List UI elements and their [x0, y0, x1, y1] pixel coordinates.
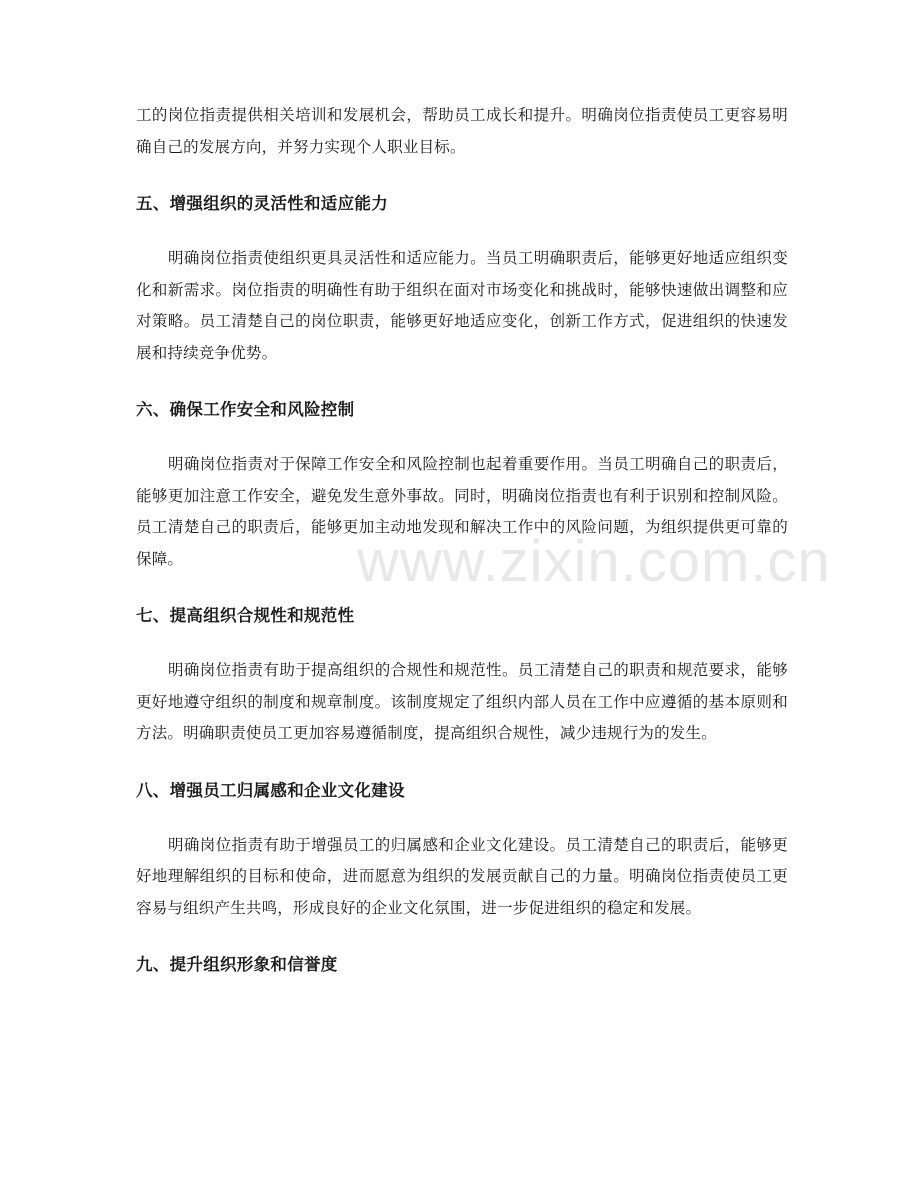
section-heading-6: 六、确保工作安全和风险控制 — [136, 400, 355, 419]
section-heading-8: 八、增强员工归属感和企业文化建设 — [136, 780, 405, 800]
paragraph: 明确岗位指责有助于提高组织的合规性和规范性。员工清楚自己的职责和规范要求，能够更好地遵守组织的制度和规章制度。该制度规定了组织内部人员在工作中应遵循的基本原则和方法。明确职责使员工更加容易遵循制度，提高组织合规性，减少违规行为的发生。 — [136, 661, 788, 742]
document-body — [136, 100, 788, 978]
paragraph: 明确岗位指责使组织更具灵活性和适应能力。当员工明确职责后，能够更好地适应组织变化和新需求。岗位指责的明确性有助于组织在面对市场变化和挑战时，能够快速做出调整和应对策略。员工清楚自己的岗位职责，能够更好地适应变化，创新工作方式，促进组织的快速发展和持续竞争优势。 — [136, 249, 788, 362]
section-heading-9: 九、提升组织形象和信誉度 — [136, 955, 338, 974]
watermark-text: www.zixin.com.cn — [357, 529, 831, 594]
section-heading-7: 七、提高组织合规性和规范性 — [136, 606, 355, 625]
paragraph: 工的岗位指责提供相关培训和发展机会，帮助员工成长和提升。明确岗位指责使员工更容易明确自己的发展方向，并努力实现个人职业目标。 — [136, 106, 788, 156]
paragraph: 明确岗位指责有助于增强员工的归属感和企业文化建设。员工清楚自己的职责后，能够更好地理解组织的目标和使命，进而愿意为组织的发展贡献自己的力量。明确岗位指责使员工更容易与组织产生共鸣，形成良好的企业文化氛围，进一步促进组织的稳定和发展。 — [136, 835, 788, 917]
section-heading-5: 五、增强组织的灵活性和适应能力 — [136, 194, 388, 213]
paragraph: 明确岗位指责对于保障工作安全和风险控制也起着重要作用。当员工明确自己的职责后，能够更加注意工作安全，避免发生意外事故。同时，明确岗位指责也有利于识别和控制风险。员工清楚自己的职责后，能够更加主动地发现和解决工作中的风险问题，为组织提供更可靠的保障。 — [136, 455, 788, 568]
